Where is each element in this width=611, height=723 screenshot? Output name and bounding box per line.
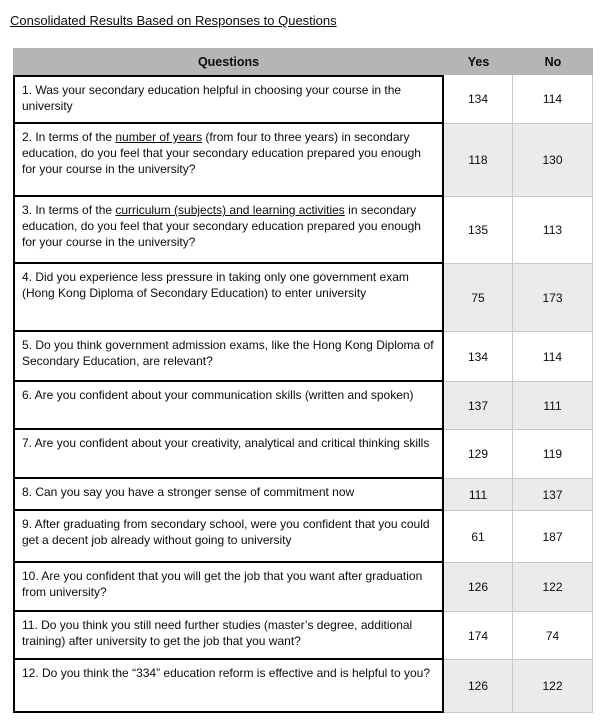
- question-text: 4. Did you experience less pressure in taking only one government exam (Hong Kong Diploma of Secondary Education) to enter university: [22, 270, 409, 300]
- no-count: 122: [513, 563, 593, 612]
- yes-count: 111: [444, 479, 513, 511]
- question-cell: [13, 264, 444, 332]
- yes-count: 126: [444, 563, 513, 612]
- question-cell: [13, 197, 444, 264]
- table-row: [13, 430, 593, 479]
- table-row: [13, 382, 593, 430]
- question-text: 8. Can you say you have a stronger sense of commitment now: [22, 485, 355, 499]
- table-header-row: [13, 48, 593, 75]
- table-row: [13, 264, 593, 332]
- table-row: [13, 511, 593, 563]
- yes-count: 75: [444, 264, 513, 332]
- question-text: (from four to three years) in secondary education, do you feel that your secondary education prepared you enough for your course in the university?: [22, 130, 421, 176]
- question-text: 9. After graduating from secondary school, were you confident that you could get a decent job already without going to university: [22, 517, 430, 547]
- question-text: 10. Are you confident that you will get the job that you want after graduation from university?: [22, 569, 423, 599]
- no-count: 113: [513, 197, 593, 264]
- question-text: 5. Do you think government admission exams, like the Hong Kong Diploma of Secondary Education, are relevant?: [22, 338, 434, 368]
- question-text: 7. Are you confident about your creativity, analytical and critical thinking skills: [22, 436, 430, 450]
- yes-count: 134: [444, 75, 513, 124]
- table-row: [13, 124, 593, 197]
- table-row: [13, 660, 593, 713]
- table-row: [13, 332, 593, 382]
- no-count: 130: [513, 124, 593, 197]
- no-count: 137: [513, 479, 593, 511]
- table-row: [13, 563, 593, 612]
- question-cell: [13, 124, 444, 197]
- table-row: [13, 75, 593, 124]
- underlined-phrase: number of years: [115, 130, 203, 144]
- yes-count: 134: [444, 332, 513, 382]
- yes-count: 135: [444, 197, 513, 264]
- no-count: 114: [513, 75, 593, 124]
- question-cell: [13, 660, 444, 713]
- yes-count: 137: [444, 382, 513, 430]
- no-count: 119: [513, 430, 593, 479]
- no-count: 74: [513, 612, 593, 660]
- question-cell: [13, 563, 444, 612]
- no-count: 187: [513, 511, 593, 563]
- question-cell: [13, 332, 444, 382]
- question-text: in secondary education, do you feel that your secondary education prepared you enough for your course in the university?: [22, 203, 421, 249]
- column-header-yes: Yes: [467, 54, 490, 69]
- question-text: 6. Are you confident about your communication skills (written and spoken): [22, 388, 414, 402]
- yes-count: 118: [444, 124, 513, 197]
- no-count: 122: [513, 660, 593, 713]
- underlined-phrase: curriculum (subjects) and learning activities: [115, 203, 345, 217]
- question-cell: [13, 382, 444, 430]
- yes-count: 126: [444, 660, 513, 713]
- table-row: [13, 197, 593, 264]
- yes-count: 129: [444, 430, 513, 479]
- table-body: [13, 75, 593, 713]
- table-row: [13, 612, 593, 660]
- results-table: [13, 48, 593, 713]
- yes-count: 61: [444, 511, 513, 563]
- column-header-no: No: [544, 54, 562, 69]
- column-header-questions: Questions: [197, 54, 260, 69]
- question-text: 11. Do you think you still need further studies (master’s degree, additional training) after university to get the job that you want?: [22, 618, 413, 648]
- question-text: 3. In terms of the: [22, 203, 116, 217]
- question-cell: [13, 612, 444, 660]
- table-row: [13, 479, 593, 511]
- no-count: 111: [513, 382, 593, 430]
- yes-count: 174: [444, 612, 513, 660]
- no-count: 114: [513, 332, 593, 382]
- no-count: 173: [513, 264, 593, 332]
- question-text: 2. In terms of the: [22, 130, 116, 144]
- question-cell: [13, 511, 444, 563]
- question-cell: [13, 430, 444, 479]
- page-title: Consolidated Results Based on Responses to Questions: [10, 13, 337, 28]
- question-text: 1. Was your secondary education helpful in choosing your course in the university: [22, 83, 402, 113]
- question-cell: [13, 479, 444, 511]
- question-text: 12. Do you think the “334” education reform is effective and is helpful to you?: [22, 666, 431, 680]
- question-cell: [13, 75, 444, 124]
